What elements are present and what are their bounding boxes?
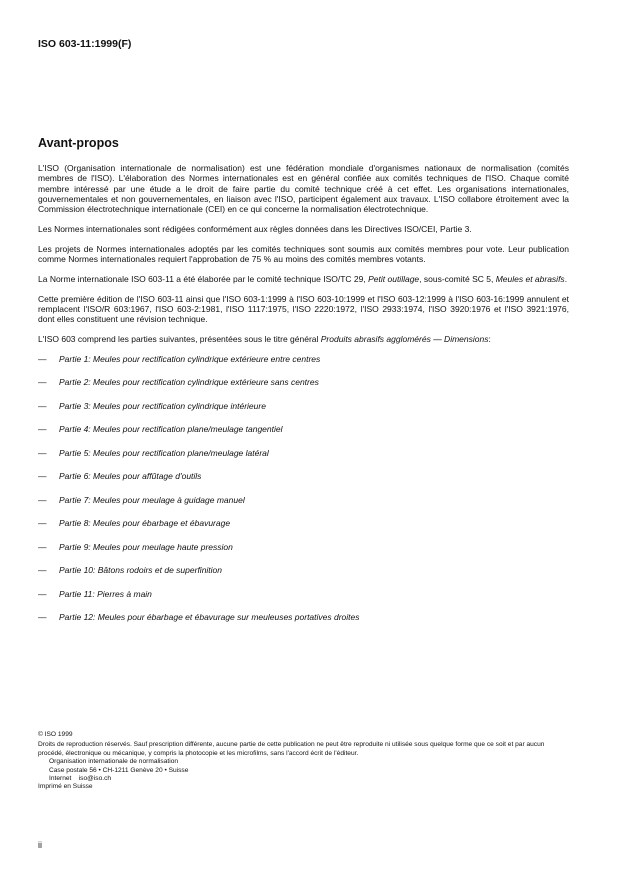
dash-bullet: —	[38, 588, 47, 599]
part-title: Partie 2: Meules pour rectification cylindrique extérieure sans centres	[59, 377, 319, 388]
printed-in: Imprimé en Suisse	[38, 783, 93, 791]
foreword-body	[38, 163, 569, 636]
paragraph-edition: Cette première édition de l'ISO 603-11 ainsi que l'ISO 603-1:1999 à l'ISO 603-10:1999 et l'ISO 603-12:1999 à l'ISO 603-16:1999 annulent et remplacent l'ISO/R 603:1967, l'ISO 603-2:1981, l'ISO 1117:1975, l'ISO 2220:1972, l'ISO 2933:1974, l'ISO 3920:1976 et l'ISO 3921:1976, dont elles constituent une révision technique.	[38, 293, 569, 325]
list-item	[38, 471, 569, 495]
parts-intro-text: L'ISO 603 comprend les parties suivantes, présentées sous le titre général	[38, 334, 321, 345]
paragraph-committee	[38, 274, 569, 284]
part-title: Partie 7: Meules pour meulage à guidage manuel	[59, 494, 245, 505]
copyright-footer	[38, 731, 569, 792]
dash-bullet: —	[38, 471, 47, 482]
general-title: Produits abrasifs agglomérés — Dimensions	[320, 334, 489, 345]
committee-text-a: La Norme internationale ISO 603-11 a été élaborée par le comité technique ISO/TC 29,	[38, 273, 369, 284]
postal-address: Case postale 56 • CH-1211 Genève 20 • Suisse	[49, 766, 189, 774]
dash-bullet: —	[38, 494, 47, 505]
part-title: Partie 3: Meules pour rectification cylindrique intérieure	[59, 400, 266, 411]
parts-intro-colon: :	[488, 334, 491, 345]
part-title: Partie 6: Meules pour affûtage d'outils	[59, 471, 202, 482]
list-item	[38, 377, 569, 401]
list-item	[38, 542, 569, 566]
committee-name: Petit outillage	[368, 273, 420, 284]
paragraph-parts-intro	[38, 334, 569, 344]
part-title: Partie 4: Meules pour rectification plane/meulage tangentiel	[59, 424, 283, 435]
part-title: Partie 11: Pierres à main	[59, 588, 152, 599]
email-address: iso@iso.ch	[78, 775, 112, 783]
list-item	[38, 612, 569, 636]
subcommittee-name: Meules et abrasifs	[495, 273, 565, 284]
dash-bullet: —	[38, 400, 47, 411]
dash-bullet: —	[38, 447, 47, 458]
dash-bullet: —	[38, 541, 47, 552]
part-title: Partie 5: Meules pour rectification plane/meulage latéral	[59, 447, 269, 458]
committee-text-e: .	[564, 273, 568, 284]
list-item	[38, 495, 569, 519]
internet-label: Internet	[49, 775, 72, 783]
list-item	[38, 448, 569, 472]
parts-list	[38, 354, 569, 636]
dash-bullet: —	[38, 565, 47, 576]
part-title: Partie 12: Meules pour ébarbage et ébavurage sur meuleuses portatives droites	[59, 612, 360, 623]
committee-text-c: , sous-comité SC 5,	[419, 273, 496, 284]
org-name: Organisation internationale de normalisation	[49, 758, 179, 766]
paragraph-directives: Les Normes internationales sont rédigées conformément aux règles données dans les Directives ISO/CEI, Partie 3.	[38, 223, 472, 234]
dash-bullet: —	[38, 377, 47, 388]
dash-bullet: —	[38, 353, 47, 364]
rights-statement: Droits de reproduction réservés. Sauf prescription différente, aucune partie de cette publication ne peut être reproduite ni utilisée sous quelque forme que ce soit et par aucun procédé, électronique ou mécanique, y compris la photocopie et les microfilms, sans l'accord écrit de l'éditeur.	[38, 741, 545, 757]
list-item	[38, 424, 569, 448]
page-title: Avant-propos	[38, 136, 119, 150]
list-item	[38, 589, 569, 613]
part-title: Partie 8: Meules pour ébarbage et ébavurage	[59, 518, 231, 529]
page-number: ii	[38, 840, 42, 850]
part-title: Partie 9: Meules pour meulage haute pression	[59, 541, 233, 552]
list-item	[38, 565, 569, 589]
dash-bullet: —	[38, 424, 47, 435]
copyright-line: © ISO 1999	[38, 731, 73, 738]
list-item	[38, 354, 569, 378]
standard-reference: ISO 603-11:1999(F)	[38, 38, 132, 50]
list-item	[38, 518, 569, 542]
part-title: Partie 1: Meules pour rectification cylindrique extérieure entre centres	[59, 353, 321, 364]
paragraph-voting: Les projets de Normes internationales adoptés par les comités techniques sont soumis aux comités membres pour vote. Leur publication comme Normes internationales requiert l'approbation de 75 % au moins des comités membres votants.	[38, 243, 569, 265]
dash-bullet: —	[38, 612, 47, 623]
paragraph-iso-intro: L'ISO (Organisation internationale de normalisation) est une fédération mondiale d'organismes nationaux de normalisation (comités membres de l'ISO). L'élaboration des Normes internationales est en général confiée aux comités techniques de l'ISO. Chaque comité membre intéressé par une étude a le droit de faire partie du comité technique créé à cet effet. Les organisations internationales, gouvernementales et non gouvernementales, en liaison avec l'ISO, participent également aux travaux. L'ISO collabore étroitement avec la Commission électrotechnique internationale (CEI) en ce qui concerne la normalisation électrotechnique.	[38, 163, 569, 215]
internet-line	[38, 775, 569, 783]
part-title: Partie 10: Bâtons rodoirs et de superfinition	[59, 565, 223, 576]
dash-bullet: —	[38, 518, 47, 529]
list-item	[38, 401, 569, 425]
